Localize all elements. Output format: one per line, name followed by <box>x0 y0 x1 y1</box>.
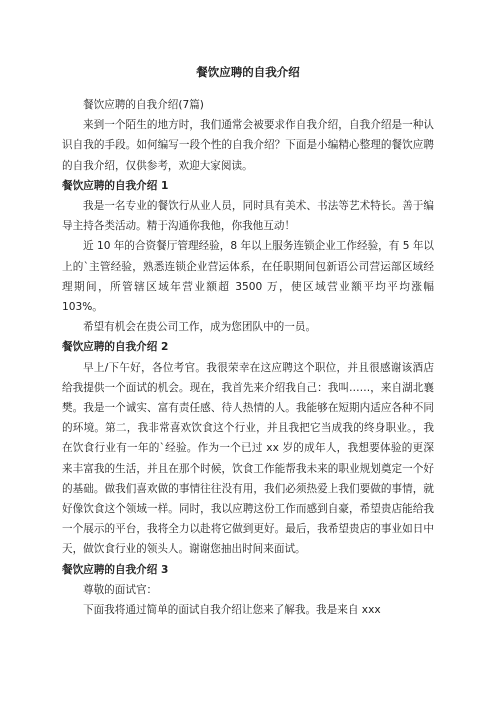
paragraph: 希望有机会在贵公司工作，成为您团队中的一员。 <box>83 321 317 334</box>
paragraph: 来到一个陌生的地方时，我们通常会被要求作自我介绍，自我介绍是一种认识自我的手段。如何编写一段个性的自我介绍？下面是小编精心整理的餐饮应聘的自我介绍，仅供参考，欢迎大家阅读。 <box>62 119 434 172</box>
paragraph: 餐饮应聘的自我介绍(7篇) <box>83 99 204 111</box>
section-heading: 餐饮应聘的自我介绍 3 <box>62 563 169 576</box>
paragraph: 早上/下午好，各位考官。我很荣幸在这应聘这个职位，并且很感谢该酒店给我提供一个面试的机会。现在，我首先来介绍我自己：我叫……，来自湖北襄樊。我是一个诚实、富有责任感、待人热情的人。我能够在短期内适应各种不同的环境。第二，我非常喜欢饮食这个行业，并且我把它当成我的终身职业。，我在饮食行业有一年的`经验。作为一个已过 xx 岁的成年人，我想要体验的更深来丰富我的生活，并且在那个时候，饮食工作能帮我未来的职业规划奠定一个好的基础。做我们喜欢做的事情往往没有用，我们必须热爱上我们要做的事情，就好像饮食这个领域一样。同时，我以应聘这份工作而感到自豪，希望贵店能给我一个展示的平台，我将全力以赴将它做到更好。最后，我希望贵店的事业如日中天，做饮食行业的领头人。谢谢您抽出时间来面试。 <box>62 361 434 556</box>
paragraph: 我是一名专业的餐饮行从业人员，同时具有美术、书法等艺术特长。善于编导主持各类活动。精于沟通你我他，你我他互动！ <box>62 200 434 233</box>
document-body <box>62 95 434 620</box>
paragraph: 下面我将通过简单的面试自我介绍让您来了解我。我是来自 xxx <box>83 604 381 617</box>
document-title: 餐饮应聘的自我介绍 <box>196 65 300 79</box>
section-heading: 餐饮应聘的自我介绍 1 <box>62 179 169 192</box>
paragraph: 尊敬的面试官： <box>83 583 158 596</box>
section-heading: 餐饮应聘的自我介绍 2 <box>62 341 169 354</box>
paragraph: 近 10 年的合资餐厅管理经验，8 年以上服务连锁企业工作经验，有 5 年以上的`主管经验，熟悉连锁企业营运体系，在任职期间包新语公司营运部区域经理期间，所管辖区域年营业额超 3500 万，使区域营业额平均平均涨幅 103%。 <box>62 240 435 314</box>
